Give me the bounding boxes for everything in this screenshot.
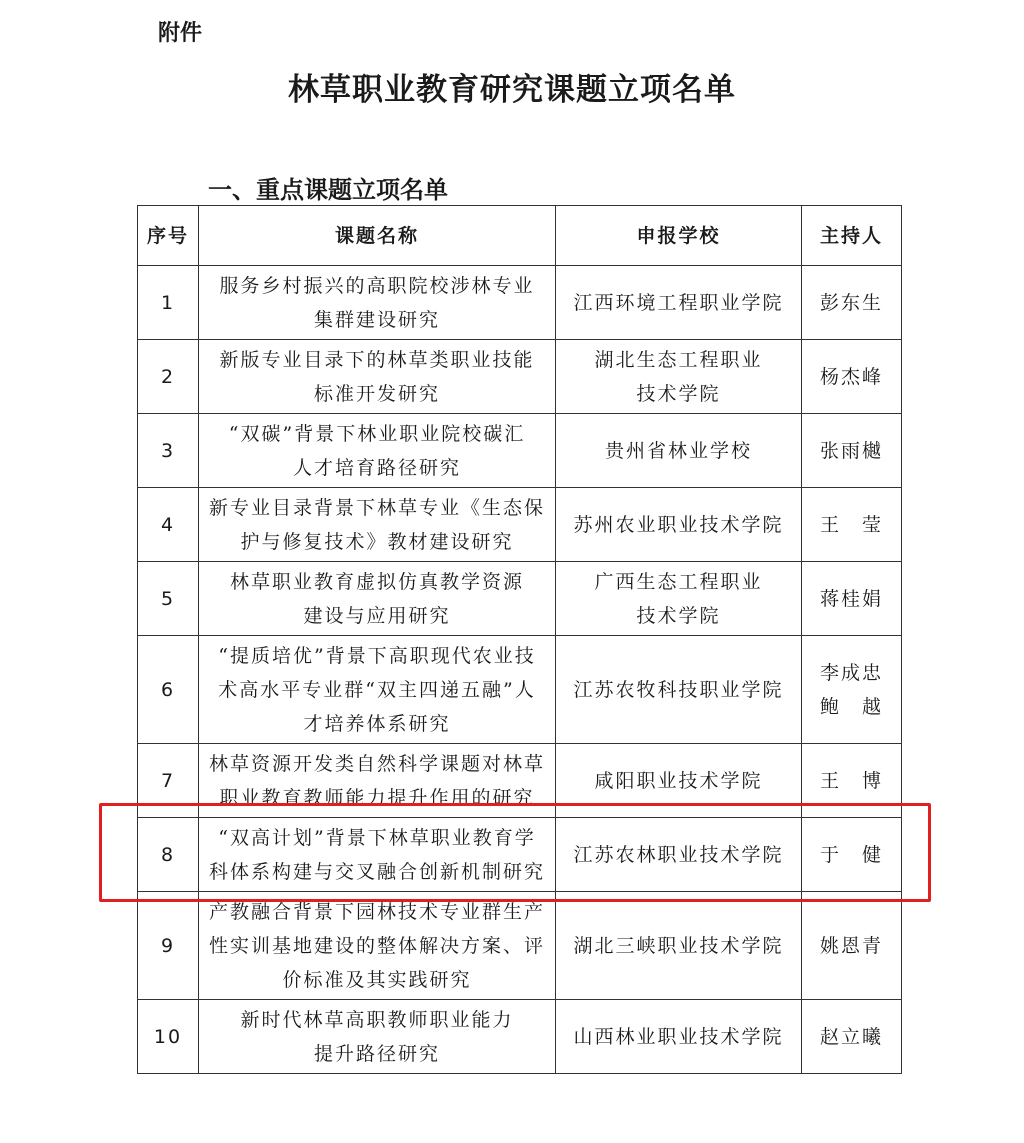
row-number: 5 [138, 562, 199, 636]
row-number: 6 [138, 636, 199, 744]
row-school: 江苏农林职业技术学院 [556, 818, 802, 892]
row-number: 1 [138, 266, 199, 340]
row-number: 7 [138, 744, 199, 818]
row-school: 广西生态工程职业 技术学院 [556, 562, 802, 636]
row-school: 咸阳职业技术学院 [556, 744, 802, 818]
row-topic: 林草职业教育虚拟仿真教学资源 建设与应用研究 [199, 562, 556, 636]
row-topic: 服务乡村振兴的高职院校涉林专业 集群建设研究 [199, 266, 556, 340]
row-school: 湖北三峡职业技术学院 [556, 892, 802, 1000]
section-heading: 一、重点课题立项名单 [208, 176, 448, 204]
row-number: 10 [138, 1000, 199, 1074]
table-row [138, 818, 902, 892]
table-row [138, 744, 902, 818]
column-header-school: 申报学校 [556, 206, 802, 266]
row-leader: 于 健 [802, 818, 902, 892]
row-leader: 杨杰峰 [802, 340, 902, 414]
row-leader: 姚恩青 [802, 892, 902, 1000]
row-topic: 新版专业目录下的林草类职业技能 标准开发研究 [199, 340, 556, 414]
document-title: 林草职业教育研究课题立项名单 [288, 72, 736, 108]
row-leader: 赵立曦 [802, 1000, 902, 1074]
row-leader: 王 莹 [802, 488, 902, 562]
column-header-number: 序号 [138, 206, 199, 266]
row-topic: “双高计划”背景下林草职业教育学 科体系构建与交叉融合创新机制研究 [199, 818, 556, 892]
row-school: 江西环境工程职业学院 [556, 266, 802, 340]
table-header-row [138, 206, 902, 266]
row-number: 9 [138, 892, 199, 1000]
row-topic: 林草资源开发类自然科学课题对林草 职业教育教师能力提升作用的研究 [199, 744, 556, 818]
row-leader: 张雨樾 [802, 414, 902, 488]
row-topic: “双碳”背景下林业职业院校碳汇 人才培育路径研究 [199, 414, 556, 488]
row-leader: 彭东生 [802, 266, 902, 340]
table-row [138, 414, 902, 488]
row-topic: “提质培优”背景下高职现代农业技 术高水平专业群“双主四递五融”人 才培养体系研究 [199, 636, 556, 744]
table-row [138, 892, 902, 1000]
project-table [137, 205, 902, 1074]
row-topic: 新时代林草高职教师职业能力 提升路径研究 [199, 1000, 556, 1074]
column-header-leader: 主持人 [802, 206, 902, 266]
table-row [138, 340, 902, 414]
table-row [138, 562, 902, 636]
row-number: 2 [138, 340, 199, 414]
row-school: 贵州省林业学校 [556, 414, 802, 488]
row-school: 江苏农牧科技职业学院 [556, 636, 802, 744]
row-topic: 新专业目录背景下林草专业《生态保 护与修复技术》教材建设研究 [199, 488, 556, 562]
row-leader: 蒋桂娟 [802, 562, 902, 636]
annex-label: 附件 [158, 21, 203, 46]
row-leader: 李成忠 鲍 越 [802, 636, 902, 744]
table-row [138, 266, 902, 340]
row-number: 8 [138, 818, 199, 892]
table-row [138, 488, 902, 562]
row-school: 苏州农业职业技术学院 [556, 488, 802, 562]
row-school: 湖北生态工程职业 技术学院 [556, 340, 802, 414]
table-row [138, 636, 902, 744]
row-number: 3 [138, 414, 199, 488]
row-topic: 产教融合背景下园林技术专业群生产 性实训基地建设的整体解决方案、评 价标准及其实践研究 [199, 892, 556, 1000]
row-school: 山西林业职业技术学院 [556, 1000, 802, 1074]
row-number: 4 [138, 488, 199, 562]
table-row [138, 1000, 902, 1074]
column-header-topic: 课题名称 [199, 206, 556, 266]
row-leader: 王 博 [802, 744, 902, 818]
